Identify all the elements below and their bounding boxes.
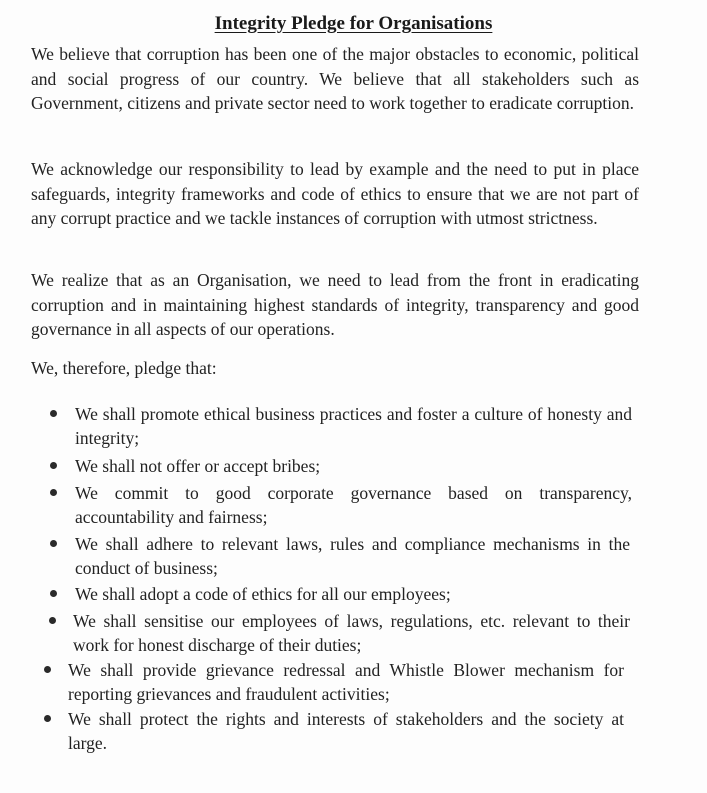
paragraph-realization: We realize that as an Organisation, we need to lead from the front in eradicating corruption and in maintaining highest standards of integrity, transparency and good governance in all aspects of our operations. [31, 270, 639, 339]
bullet-dot-icon [44, 715, 51, 722]
bullet-dot-icon [50, 462, 57, 469]
pledge-text: We shall adhere to relevant laws, rules and compliance mechanisms in the conduct of business; [75, 534, 630, 578]
pledge-text: We shall promote ethical business practices and foster a culture of honesty and integrity; [75, 404, 632, 448]
bullet-dot-icon [50, 540, 57, 547]
bullet-dot-icon [50, 410, 57, 417]
pledge-text: We shall protect the rights and interests of stakeholders and the society at large. [68, 709, 624, 753]
pledge-text: We shall provide grievance redressal and Whistle Blower mechanism for reporting grievances and fraudulent activities; [68, 660, 624, 704]
paragraph-belief: We believe that corruption has been one of the major obstacles to economic, political and social progress of our country. We believe that all stakeholders such as Government, citizens and private sector need to work together to eradicate corruption. [31, 44, 639, 113]
paragraph-pledge-intro: We, therefore, pledge that: [31, 358, 217, 378]
pledge-text: We shall not offer or accept bribes; [75, 456, 321, 476]
pledge-text: We commit to good corporate governance based on transparency, accountability and fairness; [75, 483, 632, 527]
pledge-text: We shall adopt a code of ethics for all our employees; [75, 584, 451, 604]
pledge-text: We shall sensitise our employees of laws, regulations, etc. relevant to their work for honest discharge of their duties; [73, 611, 630, 655]
paragraph-acknowledgement: We acknowledge our responsibility to lead by example and the need to put in place safeguards, integrity frameworks and code of ethics to ensure that we are not part of any corrupt practice and we tackle instances of corruption with utmost strictness. [31, 159, 639, 228]
bullet-dot-icon [44, 666, 51, 673]
bullet-dot-icon [50, 590, 57, 597]
document-title: Integrity Pledge for Organisations [214, 12, 493, 34]
bullet-dot-icon [50, 489, 57, 496]
bullet-dot-icon [49, 617, 56, 624]
